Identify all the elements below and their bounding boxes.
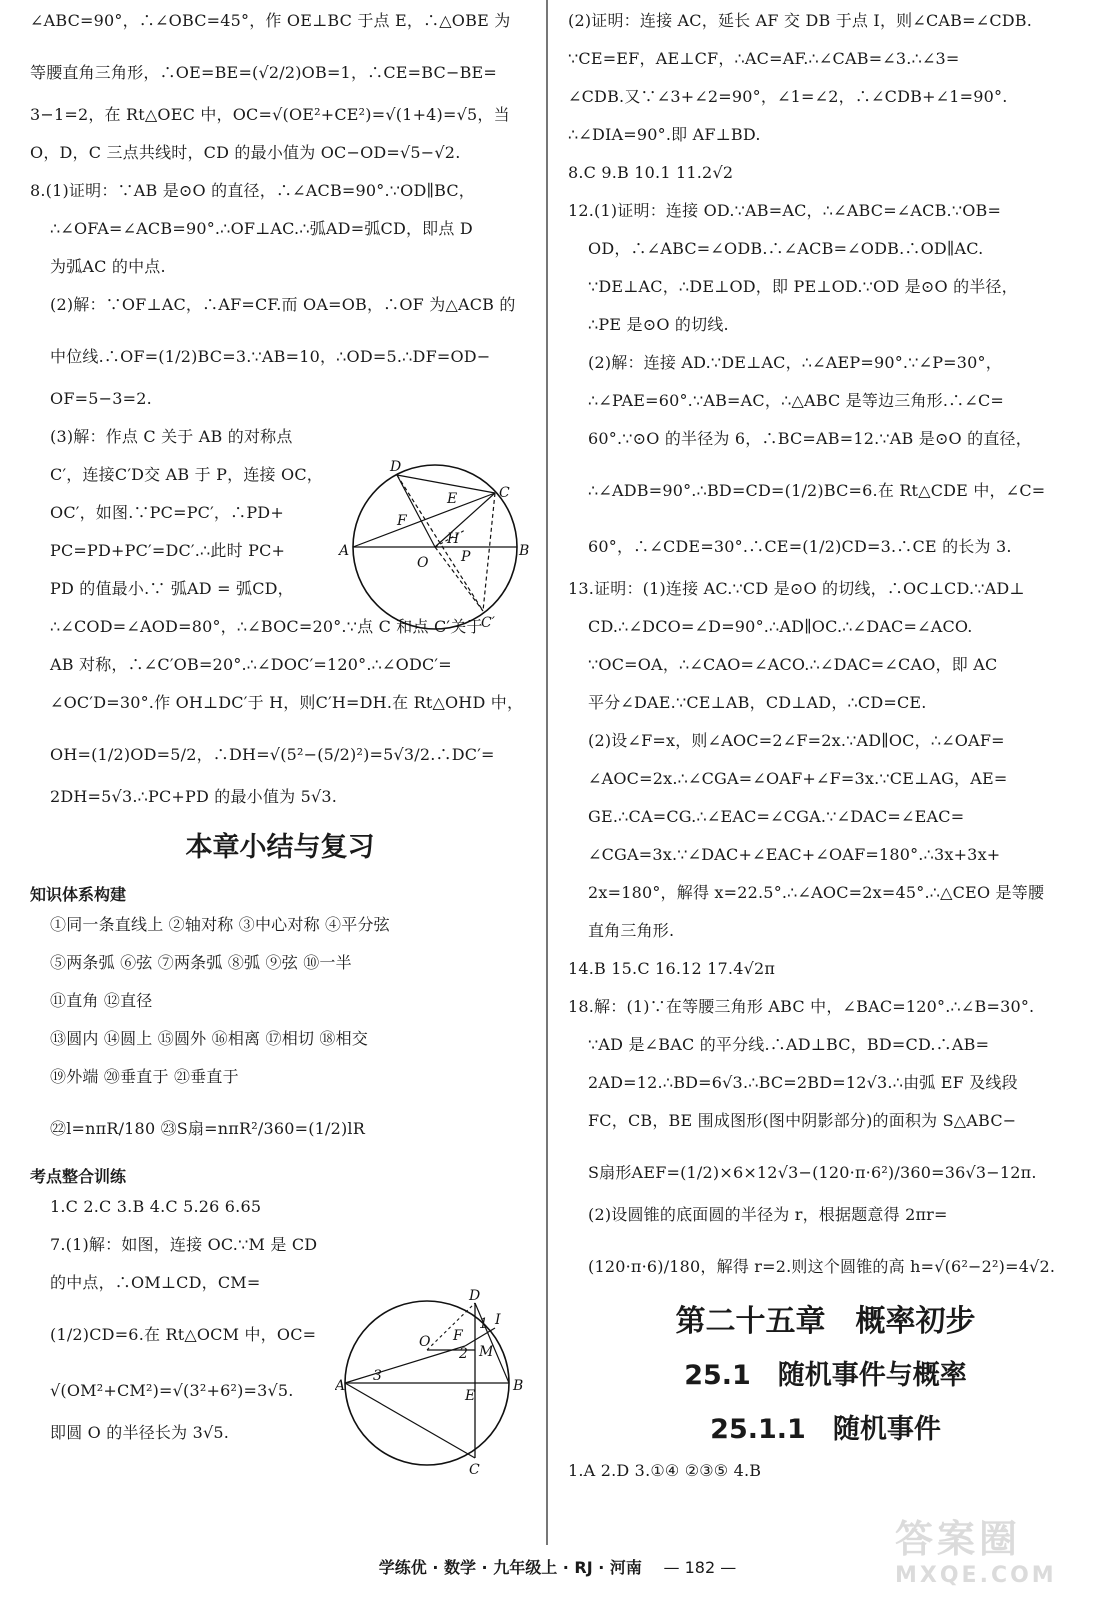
text-line: 60°，∴∠CDE=30°.∴CE=(1/2)CD=3.∴CE 的长为 3. bbox=[588, 537, 1012, 556]
text-line: ∴∠COD=∠AOD=80°，∴∠BOC=20°.∵点 C 和点 C′关于 bbox=[50, 617, 483, 636]
circle-figure-2 bbox=[335, 1288, 535, 1478]
text-line: ∵AD 是∠BAC 的平分线.∴AD⊥BC，BD=CD.∴AB= bbox=[588, 1035, 990, 1054]
text-line: OC′，如图.∵PC=PC′，∴PD+ bbox=[50, 503, 284, 522]
page-number: — 182 — bbox=[663, 1558, 737, 1577]
text-line: OH=(1/2)OD=5/2，∴DH=√(5²−(5/2)²)=5√3/2.∴DC′= bbox=[50, 745, 495, 764]
text-line: 13.证明：(1)连接 AC.∵CD 是⊙O 的切线，∴OC⊥CD.∵AD⊥ bbox=[568, 579, 1025, 598]
text-line: GE.∴CA=CG.∴∠EAC=∠CGA.∵∠DAC=∠EAC= bbox=[588, 807, 965, 826]
text-line: 直角三角形. bbox=[588, 921, 675, 940]
fig2-label: O bbox=[419, 1334, 431, 1350]
text-line: C′，连接C′D交 AB 于 P，连接 OC， bbox=[50, 465, 323, 484]
section-title: 25.1 随机事件与概率 bbox=[684, 1360, 967, 1391]
text-line: ∠CDB.又∵∠3+∠2=90°，∠1=∠2，∴∠CDB+∠1=90°. bbox=[568, 87, 1008, 106]
text-line: 2x=180°，解得 x=22.5°.∴∠AOC=2x=45°.∴△CEO 是等腰 bbox=[588, 883, 1045, 902]
fig2-label: D bbox=[469, 1288, 481, 1304]
fig1-label: F bbox=[397, 513, 407, 529]
summary-title: 本章小结与复习 bbox=[185, 832, 375, 863]
knowledge-line: ①同一条直线上 ②轴对称 ③中心对称 ④平分弦 bbox=[50, 915, 390, 934]
text-line: PD 的值最小.∵ 弧AD = 弧CD， bbox=[50, 579, 294, 598]
text-line: ∴∠DIA=90°.即 AF⊥BD. bbox=[568, 125, 761, 144]
text-line: AB 对称，∴∠C′OB=20°.∴∠DOC′=120°.∴∠ODC′= bbox=[50, 655, 452, 674]
column-divider bbox=[546, 0, 548, 1545]
fig1-label: A bbox=[339, 543, 350, 559]
training-line: (1/2)CD=6.在 Rt△OCM 中，OC= bbox=[50, 1325, 317, 1344]
answers-line: 1.A 2.D 3.①④ ②③⑤ 4.B bbox=[568, 1461, 762, 1480]
text-line: (2)设∠F=x，则∠AOC=2∠F=2x.∵AD∥OC，∴∠OAF= bbox=[588, 731, 1005, 750]
training-line: 7.(1)解：如图，连接 OC.∵M 是 CD bbox=[50, 1235, 318, 1254]
right-column bbox=[568, 10, 1083, 1498]
knowledge-line: ⑲外端 ⑳垂直于 ㉑垂直于 bbox=[50, 1067, 239, 1086]
fig1-label: C bbox=[499, 485, 510, 501]
text-line: 8.(1)证明：∵AB 是⊙O 的直径，∴∠ACB=90°.∵OD∥BC， bbox=[30, 181, 475, 200]
fig1-label: P bbox=[461, 549, 471, 565]
fig2-label: A bbox=[335, 1378, 346, 1394]
text-line: (2)解：连接 AD.∵DE⊥AC，∴∠AEP=90°.∵∠P=30°， bbox=[588, 353, 1002, 372]
fig2-label: B bbox=[513, 1378, 524, 1394]
watermark-line1: 答案圈 bbox=[895, 1517, 1022, 1561]
text-line: O，D，C 三点共线时，CD 的最小值为 OC−OD=√5−√2. bbox=[30, 143, 461, 162]
text-line: 等腰直角三角形，∴OE=BE=(√2/2)OB=1，∴CE=BC−BE= bbox=[30, 63, 498, 82]
fig1-label: O bbox=[417, 555, 429, 571]
fig2-label: E bbox=[465, 1388, 476, 1404]
circle-figure-1 bbox=[335, 455, 535, 635]
text-line: ∵OC=OA，∴∠CAO=∠ACO.∴∠DAC=∠CAO，即 AC bbox=[588, 655, 998, 674]
text-line: 8.C 9.B 10.1 11.2√2 bbox=[568, 163, 734, 182]
text-line: 为弧AC 的中点. bbox=[50, 257, 166, 276]
text-line: ∠AOC=2x.∴∠CGA=∠OAF+∠F=3x.∵CE⊥AG，AE= bbox=[588, 769, 1008, 788]
chapter-title: 第二十五章 概率初步 bbox=[675, 1304, 976, 1339]
text-line: 中位线.∴OF=(1/2)BC=3.∵AB=10，∴OD=5.∴DF=OD− bbox=[50, 347, 491, 366]
fig2-label: 1 bbox=[479, 1316, 488, 1332]
watermark-line2: MXQE.COM bbox=[895, 1563, 1057, 1588]
text-line: ∴∠OFA=∠ACB=90°.∴OF⊥AC.∴弧AD=弧CD，即点 D bbox=[50, 219, 473, 238]
footer-text: 学练优 · 数学 · 九年级上 · RJ · 河南 bbox=[378, 1558, 642, 1577]
text-line: S扇形AEF=(1/2)×6×12√3−(120·π·6²)/360=36√3−12π. bbox=[588, 1163, 1037, 1182]
training-line: 即圆 O 的半径长为 3√5. bbox=[50, 1423, 230, 1442]
text-line: ∴∠PAE=60°.∵AB=AC，∴△ABC 是等边三角形.∴∠C= bbox=[588, 391, 1005, 410]
text-line: ∠CGA=3x.∵∠DAC+∠EAC+∠OAF=180°.∴3x+3x+ bbox=[588, 845, 1001, 864]
text-line: 18.解：(1)∵在等腰三角形 ABC 中，∠BAC=120°.∴∠B=30°. bbox=[568, 997, 1035, 1016]
training-line: √(OM²+CM²)=√(3²+6²)=3√5. bbox=[50, 1381, 294, 1400]
text-line: FC，CB，BE 围成图形(图中阴影部分)的面积为 S△ABC− bbox=[588, 1111, 1017, 1130]
fig1-label: E bbox=[447, 491, 458, 507]
text-line: ∴∠ADB=90°.∴BD=CD=(1/2)BC=6.在 Rt△CDE 中，∠C= bbox=[588, 481, 1046, 500]
text-line: OD，∴∠ABC=∠ODB.∴∠ACB=∠ODB.∴OD∥AC. bbox=[588, 239, 984, 258]
text-line: PC=PD+PC′=DC′.∴此时 PC+ bbox=[50, 541, 286, 560]
fig2-label: 2 bbox=[459, 1346, 468, 1362]
fig1-label: B bbox=[519, 543, 530, 559]
fig2-label: 3 bbox=[373, 1368, 382, 1384]
fig2-label: F bbox=[453, 1328, 463, 1344]
fig2-label: C bbox=[469, 1462, 480, 1478]
text-line: 14.B 15.C 16.12 17.4√2π bbox=[568, 959, 776, 978]
text-line: 2AD=12.∴BD=6√3.∴BC=2BD=12√3.∴由弧 EF 及线段 bbox=[588, 1073, 1018, 1092]
text-line: ∠OC′D=30°.作 OH⊥DC′于 H，则C′H=DH.在 Rt△OHD 中， bbox=[50, 693, 524, 712]
text-line: (2)解：∵OF⊥AC，∴AF=CF.而 OA=OB，∴OF 为△ACB 的 bbox=[50, 295, 516, 314]
text-line: (2)设圆锥的底面圆的半径为 r，根据题意得 2πr= bbox=[588, 1205, 948, 1224]
text-line: ∵CE=EF，AE⊥CF，∴AC=AF.∴∠CAB=∠3.∴∠3= bbox=[568, 49, 960, 68]
training-heading: 考点整合训练 bbox=[30, 1167, 127, 1186]
text-line: ∠ABC=90°，∴∠OBC=45°，作 OE⊥BC 于点 E，∴△OBE 为 bbox=[30, 11, 511, 30]
fig1-label: H bbox=[447, 531, 460, 547]
knowledge-line: ⑪直角 ⑫直径 bbox=[50, 991, 153, 1010]
text-line: 3−1=2，在 Rt△OEC 中，OC=√(OE²+CE²)=√(1+4)=√5，当 bbox=[30, 105, 510, 124]
text-line: OF=5−3=2. bbox=[50, 389, 152, 408]
knowledge-line: ㉒l=nπR/180 ㉓S扇=nπR²/360=(1/2)lR bbox=[50, 1119, 365, 1138]
text-line: (120·π·6)/180，解得 r=2.则这个圆锥的高 h=√(6²−2²)=4√2. bbox=[588, 1257, 1056, 1276]
text-line: 2DH=5√3.∴PC+PD 的最小值为 5√3. bbox=[50, 787, 338, 806]
text-line: 12.(1)证明：连接 OD.∵AB=AC，∴∠ABC=∠ACB.∵OB= bbox=[568, 201, 1002, 220]
text-line: 平分∠DAE.∵CE⊥AB，CD⊥AD，∴CD=CE. bbox=[588, 693, 927, 712]
text-line: ∵DE⊥AC，∴DE⊥OD，即 PE⊥OD.∵OD 是⊙O 的半径， bbox=[588, 277, 1018, 296]
text-line: ∴PE 是⊙O 的切线. bbox=[588, 315, 729, 334]
text-line: 60°.∵⊙O 的半径为 6，∴BC=AB=12.∵AB 是⊙O 的直径， bbox=[588, 429, 1032, 448]
training-line: 1.C 2.C 3.B 4.C 5.26 6.65 bbox=[50, 1197, 262, 1216]
knowledge-line: ⑬圆内 ⑭圆上 ⑮圆外 ⑯相离 ⑰相切 ⑱相交 bbox=[50, 1029, 369, 1048]
fig2-label: M bbox=[479, 1344, 494, 1360]
watermark-logo bbox=[895, 1508, 1095, 1588]
fig1-label: C′ bbox=[481, 615, 495, 631]
text-line: CD.∴∠DCO=∠D=90°.∴AD∥OC.∴∠DAC=∠ACO. bbox=[588, 617, 973, 636]
knowledge-heading: 知识体系构建 bbox=[30, 885, 127, 904]
knowledge-line: ⑤两条弧 ⑥弦 ⑦两条弧 ⑧弧 ⑨弦 ⑩一半 bbox=[50, 953, 352, 972]
fig2-label: I bbox=[495, 1312, 501, 1328]
text-line: (2)证明：连接 AC，延长 AF 交 DB 于点 I，则∠CAB=∠CDB. bbox=[568, 11, 1033, 30]
left-column bbox=[30, 10, 530, 1460]
subsection-title: 25.1.1 随机事件 bbox=[710, 1414, 941, 1445]
training-line: 的中点，∴OM⊥CD，CM= bbox=[50, 1273, 261, 1292]
text-line: (3)解：作点 C 关于 AB 的对称点 bbox=[50, 427, 293, 446]
fig1-label: D bbox=[390, 459, 402, 475]
